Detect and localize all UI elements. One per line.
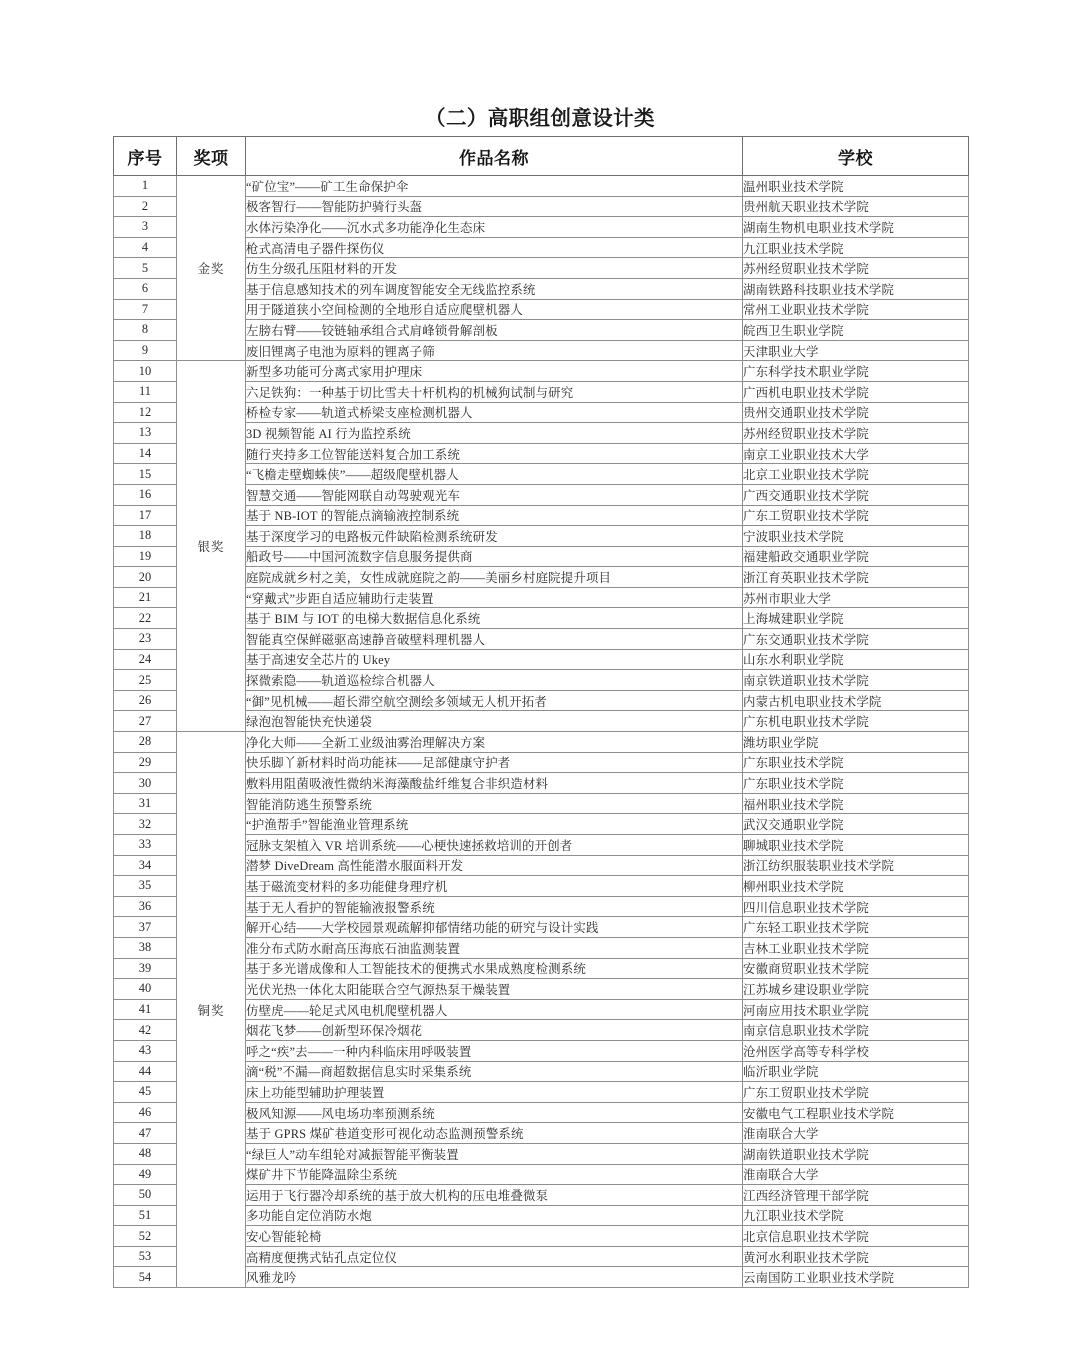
cell-school: 皖西卫生职业学院 (743, 320, 969, 341)
cell-work-title: 六足铁狗：一种基于切比雪夫十杆机构的机械狗试制与研究 (246, 381, 743, 402)
cell-school: 淮南联合大学 (743, 1164, 969, 1185)
cell-serial-number: 41 (114, 999, 177, 1020)
cell-school: 安徽电气工程职业技术学院 (743, 1102, 969, 1123)
cell-work-title: 用于隧道狭小空间检测的全地形自适应爬壁机器人 (246, 299, 743, 320)
cell-school: 河南应用技术职业学院 (743, 999, 969, 1020)
cell-work-title: “飞檐走壁蜘蛛侠”——超级爬壁机器人 (246, 464, 743, 485)
cell-school: 南京信息职业技术学院 (743, 1020, 969, 1041)
cell-work-title: 冠脉支架植入 VR 培训系统——心梗快速拯救培训的开创者 (246, 835, 743, 856)
cell-school: 广西机电职业技术学院 (743, 381, 969, 402)
cell-work-title: 解开心结——大学校园景观疏解抑郁情绪功能的研究与设计实践 (246, 917, 743, 938)
cell-school: 广东职业技术学院 (743, 773, 969, 794)
cell-serial-number: 35 (114, 876, 177, 897)
table-body (114, 176, 969, 1288)
cell-school: 常州工业职业技术学院 (743, 299, 969, 320)
cell-work-title: 水体污染净化——沉水式多功能净化生态床 (246, 217, 743, 238)
cell-serial-number: 50 (114, 1185, 177, 1206)
table-row (114, 176, 969, 197)
cell-serial-number: 31 (114, 793, 177, 814)
cell-work-title: 废旧锂离子电池为原料的锂离子筛 (246, 340, 743, 361)
cell-work-title: “矿位宝”——矿工生命保护伞 (246, 176, 743, 197)
cell-work-title: 智慧交通——智能网联自动驾驶观光车 (246, 484, 743, 505)
cell-school: 北京信息职业技术学院 (743, 1226, 969, 1247)
cell-work-title: 基于磁流变材料的多功能健身理疗机 (246, 876, 743, 897)
cell-school: 柳州职业技术学院 (743, 876, 969, 897)
cell-serial-number: 23 (114, 629, 177, 650)
cell-school: 苏州市职业大学 (743, 587, 969, 608)
cell-school: 四川信息职业技术学院 (743, 896, 969, 917)
cell-serial-number: 6 (114, 278, 177, 299)
cell-serial-number: 48 (114, 1143, 177, 1164)
page-title: （二）高职组创意设计类 (425, 106, 655, 130)
cell-work-title: 基于多光谱成像和人工智能技术的便携式水果成熟度检测系统 (246, 958, 743, 979)
cell-serial-number: 38 (114, 937, 177, 958)
cell-work-title: 烟花飞梦——创新型环保冷烟花 (246, 1020, 743, 1041)
cell-school: 广东机电职业技术学院 (743, 711, 969, 732)
cell-work-title: 庭院成就乡村之美，女性成就庭院之韵——美丽乡村庭院提升项目 (246, 567, 743, 588)
cell-school: 九江职业技术学院 (743, 1205, 969, 1226)
cell-work-title: 基于深度学习的电路板元件缺陷检测系统研发 (246, 526, 743, 547)
table-row (114, 732, 969, 753)
cell-work-title: 滴“税”不漏—商超数据信息实时采集系统 (246, 1061, 743, 1082)
cell-work-title: “御”见机械——超长滞空航空测绘多领域无人机开拓者 (246, 690, 743, 711)
cell-school: 广东工贸职业技术学院 (743, 1082, 969, 1103)
cell-serial-number: 39 (114, 958, 177, 979)
cell-school: 吉林工业职业技术学院 (743, 937, 969, 958)
cell-work-title: 基于无人看护的智能输液报警系统 (246, 896, 743, 917)
cell-work-title: 枪式高清电子器件探伤仪 (246, 237, 743, 258)
cell-school: 安徽商贸职业技术学院 (743, 958, 969, 979)
cell-serial-number: 37 (114, 917, 177, 938)
cell-work-title: 基于信息感知技术的列车调度智能安全无线监控系统 (246, 278, 743, 299)
cell-school: 九江职业技术学院 (743, 237, 969, 258)
column-header-no: 序号 (114, 137, 177, 176)
cell-serial-number: 14 (114, 443, 177, 464)
cell-school: 广西交通职业技术学院 (743, 484, 969, 505)
cell-work-title: 敷料用阻菌吸液性微纳米海藻酸盐纤维复合非织造材料 (246, 773, 743, 794)
cell-work-title: “绿巨人”动车组轮对减振智能平衡装置 (246, 1143, 743, 1164)
cell-serial-number: 16 (114, 484, 177, 505)
cell-serial-number: 1 (114, 176, 177, 197)
table-row (114, 361, 969, 382)
cell-serial-number: 51 (114, 1205, 177, 1226)
cell-work-title: 智能真空保鲜磁驱高速静音破壁料理机器人 (246, 629, 743, 650)
cell-school: 浙江育英职业技术学院 (743, 567, 969, 588)
cell-school: 苏州经贸职业技术学院 (743, 423, 969, 444)
cell-work-title: 呼之“疾”去——一种内科临床用呼吸装置 (246, 1040, 743, 1061)
cell-serial-number: 24 (114, 649, 177, 670)
cell-work-title: 桥检专家——轨道式桥梁支座检测机器人 (246, 402, 743, 423)
cell-school: 山东水利职业学院 (743, 649, 969, 670)
cell-work-title: 左膀右臂——铰链轴承组合式肩峰锁骨解剖板 (246, 320, 743, 341)
cell-work-title: 仿壁虎——轮足式风电机爬壁机器人 (246, 999, 743, 1020)
cell-work-title: 基于高速安全芯片的 Ukey (246, 649, 743, 670)
cell-work-title: 准分布式防水耐高压海底石油监测装置 (246, 937, 743, 958)
cell-school: 上海城建职业学院 (743, 608, 969, 629)
cell-work-title: “护渔帮手”智能渔业管理系统 (246, 814, 743, 835)
cell-work-title: 安心智能轮椅 (246, 1226, 743, 1247)
cell-school: 苏州经贸职业技术学院 (743, 258, 969, 279)
cell-school: 聊城职业技术学院 (743, 835, 969, 856)
cell-work-title: 快乐脚丫新材料时尚功能袜——足部健康守护者 (246, 752, 743, 773)
cell-work-title: 多功能自定位消防水炮 (246, 1205, 743, 1226)
cell-school: 浙江纺织服装职业技术学院 (743, 855, 969, 876)
cell-work-title: 风雅龙吟 (246, 1267, 743, 1288)
cell-serial-number: 32 (114, 814, 177, 835)
cell-school: 湖南生物机电职业技术学院 (743, 217, 969, 238)
cell-school: 云南国防工业职业技术学院 (743, 1267, 969, 1288)
cell-school: 黄河水利职业技术学院 (743, 1246, 969, 1267)
cell-serial-number: 43 (114, 1040, 177, 1061)
cell-work-title: 新型多功能可分离式家用护理床 (246, 361, 743, 382)
cell-work-title: 仿生分级孔压阻材料的开发 (246, 258, 743, 279)
cell-serial-number: 8 (114, 320, 177, 341)
cell-work-title: 船政号——中国河流数字信息服务提供商 (246, 546, 743, 567)
cell-work-title: 绿泡泡智能快充快递袋 (246, 711, 743, 732)
cell-work-title: “穿戴式”步距自适应辅助行走装置 (246, 587, 743, 608)
cell-serial-number: 13 (114, 423, 177, 444)
cell-serial-number: 28 (114, 732, 177, 753)
cell-serial-number: 45 (114, 1082, 177, 1103)
cell-serial-number: 22 (114, 608, 177, 629)
cell-serial-number: 21 (114, 587, 177, 608)
cell-serial-number: 27 (114, 711, 177, 732)
table-header-row (114, 137, 969, 176)
cell-serial-number: 44 (114, 1061, 177, 1082)
cell-work-title: 智能消防逃生预警系统 (246, 793, 743, 814)
cell-work-title: 高精度便携式钻孔点定位仪 (246, 1246, 743, 1267)
cell-school: 南京工业职业技术大学 (743, 443, 969, 464)
cell-serial-number: 12 (114, 402, 177, 423)
cell-work-title: 极风知源——风电场功率预测系统 (246, 1102, 743, 1123)
cell-school: 温州职业技术学院 (743, 176, 969, 197)
cell-serial-number: 25 (114, 670, 177, 691)
cell-school: 宁波职业技术学院 (743, 526, 969, 547)
cell-serial-number: 34 (114, 855, 177, 876)
cell-serial-number: 17 (114, 505, 177, 526)
cell-serial-number: 18 (114, 526, 177, 547)
cell-serial-number: 52 (114, 1226, 177, 1247)
cell-serial-number: 30 (114, 773, 177, 794)
cell-school: 湖南铁道职业技术学院 (743, 1143, 969, 1164)
column-header-work: 作品名称 (246, 137, 743, 176)
cell-serial-number: 9 (114, 340, 177, 361)
cell-school: 广东工贸职业技术学院 (743, 505, 969, 526)
cell-work-title: 煤矿井下节能降温除尘系统 (246, 1164, 743, 1185)
cell-serial-number: 40 (114, 979, 177, 1000)
cell-serial-number: 47 (114, 1123, 177, 1144)
cell-school: 潍坊职业学院 (743, 732, 969, 753)
cell-school: 天津职业大学 (743, 340, 969, 361)
cell-school: 北京工业职业技术学院 (743, 464, 969, 485)
cell-school: 贵州航天职业技术学院 (743, 196, 969, 217)
cell-school: 湖南铁路科技职业技术学院 (743, 278, 969, 299)
cell-work-title: 床上功能型辅助护理装置 (246, 1082, 743, 1103)
cell-serial-number: 19 (114, 546, 177, 567)
cell-school: 临沂职业学院 (743, 1061, 969, 1082)
cell-serial-number: 54 (114, 1267, 177, 1288)
table-header (114, 137, 969, 176)
cell-award-3: 铜奖 (177, 732, 246, 1288)
cell-work-title: 光伏光热一体化太阳能联合空气源热泵干燥装置 (246, 979, 743, 1000)
cell-serial-number: 10 (114, 361, 177, 382)
cell-serial-number: 29 (114, 752, 177, 773)
cell-work-title: 3D 视频智能 AI 行为监控系统 (246, 423, 743, 444)
cell-school: 江苏城乡建设职业学院 (743, 979, 969, 1000)
cell-work-title: 基于 NB-IOT 的智能点滴输液控制系统 (246, 505, 743, 526)
cell-work-title: 极客智行——智能防护骑行头盔 (246, 196, 743, 217)
cell-serial-number: 33 (114, 835, 177, 856)
cell-serial-number: 42 (114, 1020, 177, 1041)
cell-school: 内蒙古机电职业技术学院 (743, 690, 969, 711)
cell-school: 广东职业技术学院 (743, 752, 969, 773)
cell-work-title: 潜梦 DiveDream 高性能潜水服面料开发 (246, 855, 743, 876)
column-header-award: 奖项 (177, 137, 246, 176)
cell-serial-number: 3 (114, 217, 177, 238)
cell-school: 南京铁道职业技术学院 (743, 670, 969, 691)
cell-serial-number: 53 (114, 1246, 177, 1267)
cell-work-title: 净化大师——全新工业级油雾治理解决方案 (246, 732, 743, 753)
cell-work-title: 基于 GPRS 煤矿巷道变形可视化动态监测预警系统 (246, 1123, 743, 1144)
cell-school: 广东轻工职业技术学院 (743, 917, 969, 938)
column-header-school: 学校 (743, 137, 969, 176)
cell-serial-number: 26 (114, 690, 177, 711)
cell-school: 广东交通职业技术学院 (743, 629, 969, 650)
cell-work-title: 随行夹持多工位智能送料复合加工系统 (246, 443, 743, 464)
cell-award-2: 银奖 (177, 361, 246, 732)
cell-school: 广东科学技术职业学院 (743, 361, 969, 382)
cell-serial-number: 15 (114, 464, 177, 485)
cell-school: 淮南联合大学 (743, 1123, 969, 1144)
cell-serial-number: 5 (114, 258, 177, 279)
cell-school: 福州职业技术学院 (743, 793, 969, 814)
cell-school: 福建船政交通职业学院 (743, 546, 969, 567)
award-table-container (113, 136, 968, 1288)
cell-serial-number: 2 (114, 196, 177, 217)
cell-school: 沧州医学高等专科学校 (743, 1040, 969, 1061)
cell-work-title: 基于 BIM 与 IOT 的电梯大数据信息化系统 (246, 608, 743, 629)
cell-school: 武汉交通职业学院 (743, 814, 969, 835)
cell-serial-number: 11 (114, 381, 177, 402)
cell-serial-number: 7 (114, 299, 177, 320)
cell-serial-number: 46 (114, 1102, 177, 1123)
cell-serial-number: 36 (114, 896, 177, 917)
cell-serial-number: 4 (114, 237, 177, 258)
cell-work-title: 运用于飞行器冷却系统的基于放大机构的压电堆叠微泵 (246, 1185, 743, 1206)
cell-school: 贵州交通职业技术学院 (743, 402, 969, 423)
award-table (113, 136, 969, 1288)
cell-work-title: 探微索隐——轨道巡检综合机器人 (246, 670, 743, 691)
cell-award-1: 金奖 (177, 176, 246, 361)
cell-school: 江西经济管理干部学院 (743, 1185, 969, 1206)
cell-serial-number: 49 (114, 1164, 177, 1185)
cell-serial-number: 20 (114, 567, 177, 588)
